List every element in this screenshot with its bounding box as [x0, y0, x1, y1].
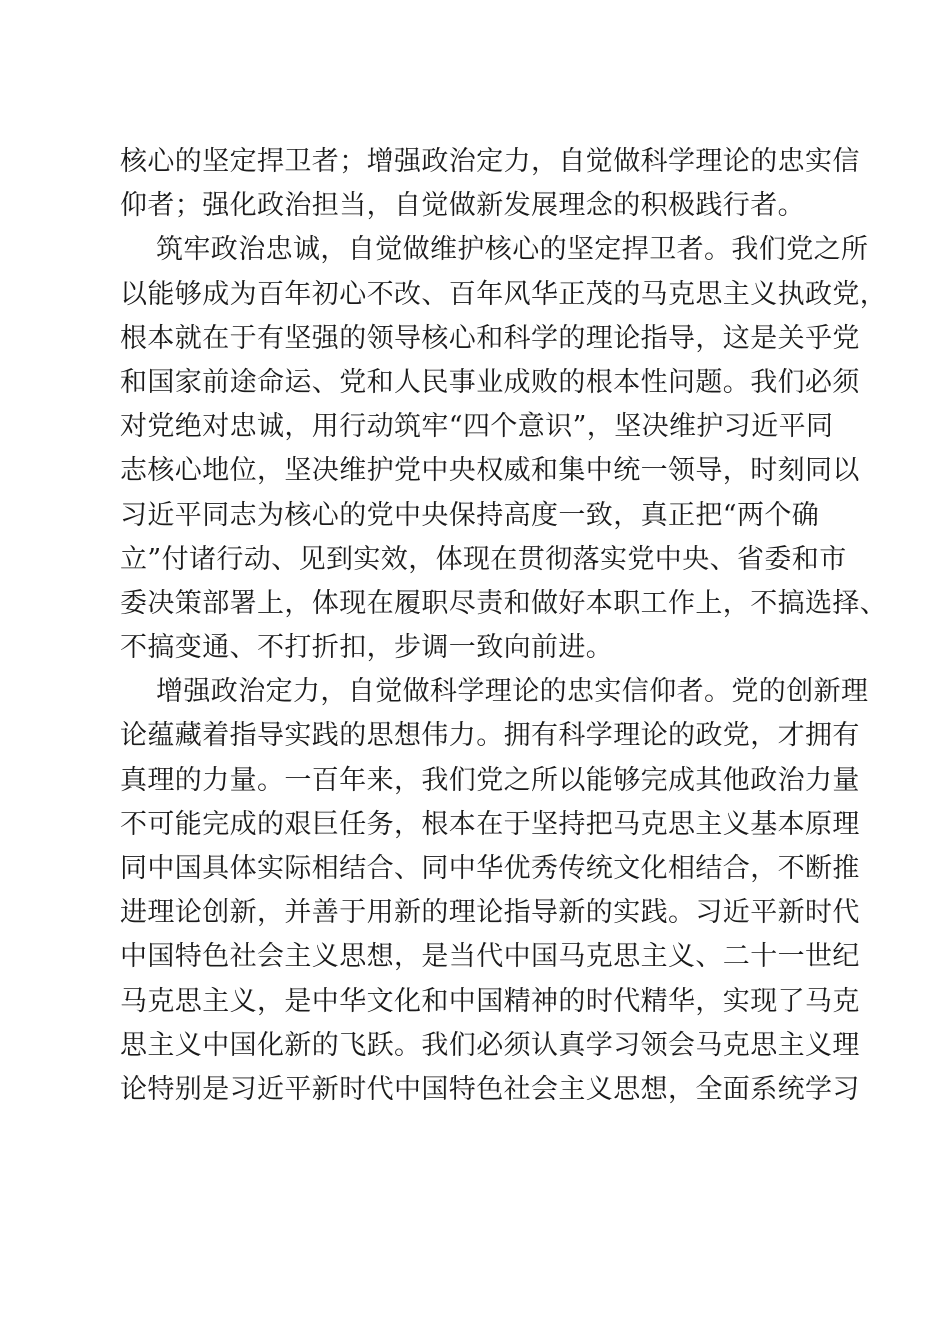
- text-line: 不可能完成的艰巨任务，根本在于坚持把马克思主义基本原理: [120, 808, 860, 840]
- text-line: 论特别是习近平新时代中国特色社会主义思想，全面系统学习: [120, 1073, 860, 1105]
- text-line: 对党绝对忠诚，用行动筑牢“四个意识”，坚决维护习近平同: [120, 411, 834, 443]
- paragraph-start-line: 筑牢政治忠诚，自觉做维护核心的坚定捍卫者。我们党之所: [156, 234, 869, 266]
- text-line: 和国家前途命运、党和人民事业成败的根本性问题。我们必须: [120, 366, 860, 398]
- text-line: 同中国具体实际相结合、同中华优秀传统文化相结合，不断推: [120, 853, 860, 884]
- text-line: 进理论创新，并善于用新的理论指导新的实践。习近平新时代: [120, 897, 860, 929]
- text-line: 仰者；强化政治担当，自觉做新发展理念的积极践行者。: [120, 190, 805, 222]
- text-line: 思主义中国化新的飞跃。我们必须认真学习领会马克思主义理: [120, 1029, 860, 1061]
- text-line: 论蕴藏着指导实践的思想伟力。拥有科学理论的政党，才拥有: [120, 720, 860, 752]
- text-line: 以能够成为百年初心不改、百年风华正茂的马克思主义执政党，: [120, 278, 888, 310]
- text-line: 真理的力量。一百年来，我们党之所以能够完成其他政治力量: [120, 764, 860, 796]
- text-line: 核心的坚定捍卫者；增强政治定力，自觉做科学理论的忠实信: [120, 146, 860, 177]
- text-line: 志核心地位，坚决维护党中央权威和集中统一领导，时刻同以: [120, 455, 860, 487]
- text-line: 中国特色社会主义思想，是当代中国马克思主义、二十一世纪: [120, 941, 860, 973]
- text-line: 不搞变通、不打折扣，步调一致向前进。: [120, 632, 614, 664]
- text-line: 马克思主义，是中华文化和中国精神的时代精华，实现了马克: [120, 985, 860, 1017]
- body-text: [120, 140, 888, 1112]
- text-line: 习近平同志为核心的党中央保持高度一致，真正把“两个确: [120, 499, 820, 531]
- text-line: 立”付诸行动、见到实效，体现在贯彻落实党中央、省委和市: [120, 543, 847, 575]
- text-line: 根本就在于有坚强的领导核心和科学的理论指导，这是关乎党: [120, 322, 860, 354]
- paragraph-start-line: 增强政治定力，自觉做科学理论的忠实信仰者。党的创新理: [156, 676, 869, 708]
- text-line: 委决策部署上，体现在履职尽责和做好本职工作上，不搞选择、: [120, 587, 888, 619]
